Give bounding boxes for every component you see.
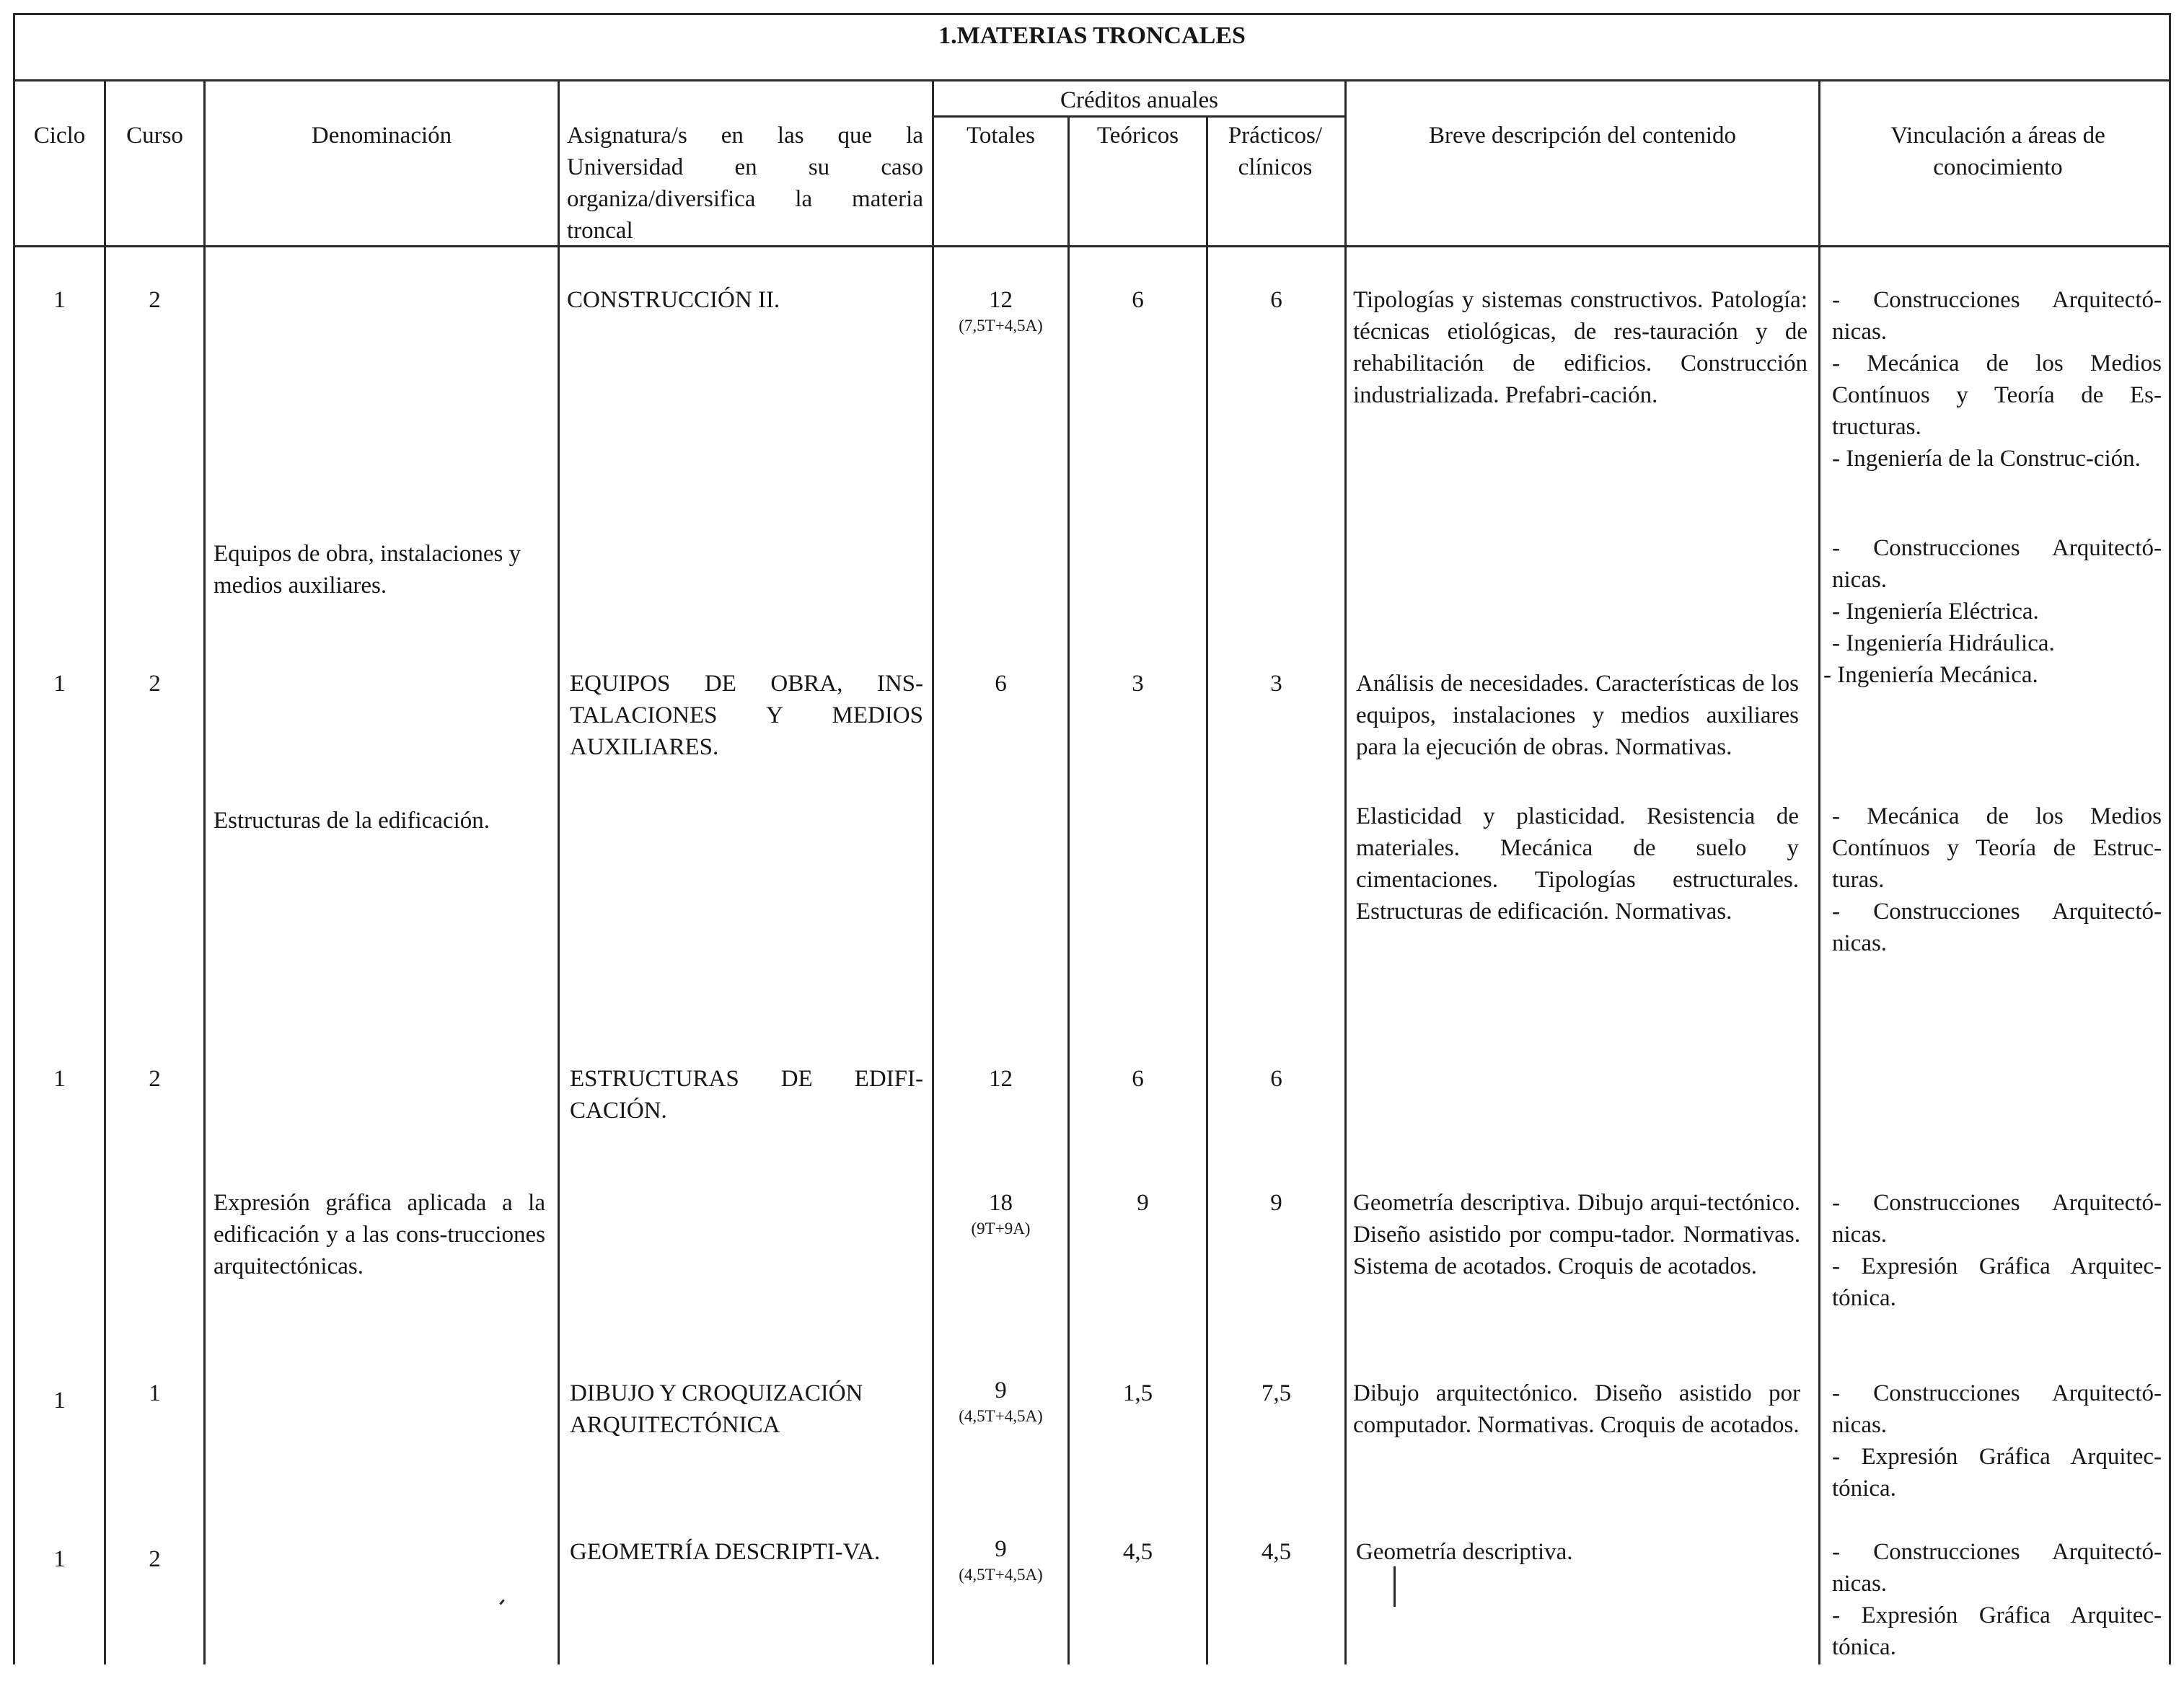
r5-asignatura: ESTRUCTURAS DE EDIFI-CACIÓN. xyxy=(570,1066,923,1124)
r5-teoricos: 6 xyxy=(1132,1066,1144,1092)
r2-vinculacion-4: - Ingeniería Mecánica. xyxy=(1823,662,2038,688)
header-denominacion: Denominación xyxy=(311,123,452,149)
r3-teoricos: 3 xyxy=(1132,671,1144,697)
r8-asignatura: GEOMETRÍA DESCRIPTI-VA. xyxy=(570,1539,881,1565)
r7-teoricos: 1,5 xyxy=(1122,1380,1153,1406)
r3-totales: 6 xyxy=(995,671,1007,697)
header-descripcion: Breve descripción del contenido xyxy=(1428,123,1737,149)
r2-vinculacion-1: - Construcciones Arquitectó-nicas. xyxy=(1832,535,2162,593)
r7-practicos: 7,5 xyxy=(1261,1380,1292,1406)
r6-vinculacion-2: - Expresión Gráfica Arquitec-tónica. xyxy=(1832,1253,2162,1311)
col-divider-curso xyxy=(203,79,206,1664)
r1-ciclo: 1 xyxy=(53,287,66,313)
r2-vinculacion-3: - Ingeniería Hidráulica. xyxy=(1832,630,2055,656)
header-curso: Curso xyxy=(126,123,183,149)
r6-descripcion: Geometría descriptiva. Dibujo arqui-tectónico. Diseño asistido por compu-tador. Normativas. Sistema de acotados. Croquis de acotados. xyxy=(1353,1190,1800,1279)
r7-ciclo: 1 xyxy=(53,1388,66,1414)
r2-denominacion: Equipos de obra, instalaciones y medios auxiliares. xyxy=(213,541,521,599)
r7-totales-note: (4,5T+4,5A) xyxy=(959,1407,1043,1425)
r5-practicos: 6 xyxy=(1270,1066,1282,1092)
r1-practicos: 6 xyxy=(1270,287,1282,313)
r4-descripcion: Elasticidad y plasticidad. Resistencia de materiales. Mecánica de suelo y cimentaciones. Tipologías estructurales. Estructuras de edificación. Normativas. xyxy=(1356,803,1799,925)
r5-totales: 12 xyxy=(989,1066,1013,1092)
r1-teoricos: 6 xyxy=(1132,287,1144,313)
r1-totales: 12 xyxy=(989,287,1013,313)
table-left-border xyxy=(13,13,15,1664)
header-totales: Totales xyxy=(966,123,1035,149)
r8-vinculacion-1: - Construcciones Arquitectó-nicas. xyxy=(1832,1539,2162,1597)
r3-practicos: 3 xyxy=(1270,671,1282,697)
r6-denominacion: Expresión gráfica aplicada a la edificación y a las cons-trucciones arquitectónicas. xyxy=(213,1190,545,1279)
r8-totales-note: (4,5T+4,5A) xyxy=(959,1566,1043,1584)
r6-totales: 18 xyxy=(989,1190,1013,1216)
r7-vinculacion-2: - Expresión Gráfica Arquitec-tónica. xyxy=(1832,1444,2162,1501)
r3-curso: 2 xyxy=(149,671,161,697)
col-divider-ciclo xyxy=(104,79,106,1664)
r4-vinculacion-2: - Construcciones Arquitectó-nicas. xyxy=(1832,899,2162,956)
r2-vinculacion-2: - Ingeniería Eléctrica. xyxy=(1832,599,2039,625)
col-divider-creditos xyxy=(1344,79,1347,1664)
r7-asignatura: DIBUJO Y CROQUIZACIÓN ARQUITECTÓNICA xyxy=(570,1380,863,1438)
col-divider-teoricos xyxy=(1206,115,1208,1664)
r7-totales: 9 xyxy=(995,1377,1007,1403)
r5-curso: 2 xyxy=(149,1066,161,1092)
header-bottom-border xyxy=(13,245,2171,247)
r1-curso: 2 xyxy=(149,287,161,313)
table-top-border xyxy=(13,13,2171,15)
r1-descripcion: Tipologías y sistemas constructivos. Patología: técnicas etiológicas, de res-tauración y de rehabilitación de edificios. Construcción industrializada. Prefabri-cación. xyxy=(1353,287,1807,408)
header-creditos-anuales: Créditos anuales xyxy=(1060,87,1219,113)
r1-asignatura: CONSTRUCCIÓN II. xyxy=(567,287,780,313)
r6-teoricos: 9 xyxy=(1137,1190,1149,1216)
r3-descripcion: Análisis de necesidades. Características de los equipos, instalaciones y medios auxiliares para la ejecución de obras. Normativas. xyxy=(1356,671,1799,760)
r8-descripcion: Geometría descriptiva. xyxy=(1356,1539,1573,1565)
r8-curso: 2 xyxy=(149,1546,161,1572)
r1-vinculacion-2: - Mecánica de los Medios Contínuos y Teoría de Es-tructuras. xyxy=(1832,350,2162,440)
r6-vinculacion-1: - Construcciones Arquitectó-nicas. xyxy=(1832,1190,2162,1248)
r1-vinculacion-1: - Construcciones Arquitectó-nicas. xyxy=(1832,287,2162,345)
r8-practicos: 4,5 xyxy=(1261,1539,1292,1565)
r7-descripcion: Dibujo arquitectónico. Diseño asistido por computador. Normativas. Croquis de acotados. xyxy=(1353,1380,1800,1438)
r5-ciclo: 1 xyxy=(53,1066,66,1092)
r6-totales-note: (9T+9A) xyxy=(971,1220,1031,1238)
col-divider-totales xyxy=(1067,115,1070,1664)
header-vinculacion: Vinculación a áreas de conocimiento xyxy=(1890,123,2105,180)
table-title: 1.MATERIAS TRONCALES xyxy=(938,22,1246,49)
scan-mark-vertical xyxy=(1393,1566,1396,1607)
r8-totales: 9 xyxy=(995,1536,1007,1562)
r1-vinculacion-3: - Ingeniería de la Construc-ción. xyxy=(1832,446,2141,472)
r4-denominacion: Estructuras de la edificación. xyxy=(213,808,490,834)
r3-asignatura: EQUIPOS DE OBRA, INS-TALACIONES Y MEDIOS AUXILIARES. xyxy=(570,671,923,760)
r8-vinculacion-2: - Expresión Gráfica Arquitec-tónica. xyxy=(1832,1602,2162,1660)
header-practicos: Prácticos/ clínicos xyxy=(1228,123,1323,180)
scan-mark-tick xyxy=(499,1599,504,1605)
r4-vinculacion-1: - Mecánica de los Medios Contínuos y Teoría de Estruc-turas. xyxy=(1832,803,2162,893)
title-bottom-border xyxy=(13,79,2171,81)
r1-totales-note: (7,5T+4,5A) xyxy=(959,317,1043,335)
r7-vinculacion-1: - Construcciones Arquitectó-nicas. xyxy=(1832,1380,2162,1438)
r6-practicos: 9 xyxy=(1270,1190,1282,1216)
header-asignatura: Asignatura/s en las que la Universidad en su caso organiza/diversifica la materia troncal xyxy=(567,123,923,244)
header-teoricos: Teóricos xyxy=(1096,123,1179,149)
r3-ciclo: 1 xyxy=(53,671,66,697)
r8-ciclo: 1 xyxy=(53,1546,66,1572)
col-divider-descripcion xyxy=(1818,79,1820,1664)
r7-curso: 1 xyxy=(149,1380,161,1406)
r8-teoricos: 4,5 xyxy=(1122,1539,1153,1565)
col-divider-denominacion xyxy=(558,79,560,1664)
header-ciclo: Ciclo xyxy=(33,123,86,149)
table-right-border xyxy=(2169,13,2171,1664)
